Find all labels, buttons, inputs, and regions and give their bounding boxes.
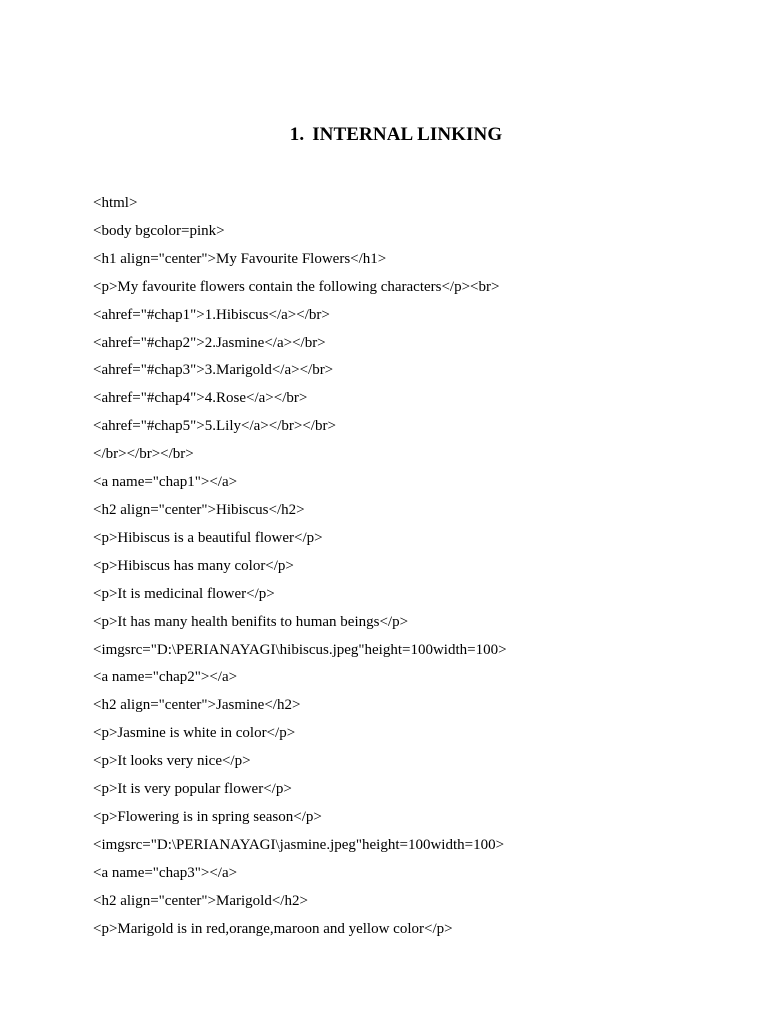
code-line: </br></br></br> (93, 446, 194, 463)
code-line: <h1 align="center">My Favourite Flowers</h1> (93, 250, 387, 267)
code-line: <ahref="#chap5">5.Lily</a></br></br> (93, 418, 336, 435)
code-line: <p>It is very popular flower</p> (93, 781, 292, 798)
code-line: <ahref="#chap1">1.Hibiscus</a></br> (93, 306, 330, 323)
code-line: <p>It is medicinal flower</p> (93, 585, 275, 602)
code-line: <a name="chap3"></a> (93, 864, 238, 881)
code-line: <p>It looks very nice</p> (93, 753, 251, 770)
code-line: <p>Hibiscus has many color</p> (93, 557, 294, 574)
code-line: <a name="chap2"></a> (93, 669, 238, 686)
section-heading (0, 124, 768, 146)
code-line: <p>Jasmine is white in color</p> (93, 725, 296, 742)
code-line: <p>It has many health benifits to human beings</p> (93, 613, 409, 630)
code-line: <h2 align="center">Hibiscus</h2> (93, 501, 305, 518)
code-line: <h2 align="center">Jasmine</h2> (93, 697, 301, 714)
code-line: <imgsrc="D:\PERIANAYAGI\hibiscus.jpeg"height=100width=100> (93, 641, 507, 658)
code-line: <a name="chap1"></a> (93, 474, 238, 491)
code-line: <p>Marigold is in red,orange,maroon and yellow color</p> (93, 920, 453, 937)
code-line: <ahref="#chap4">4.Rose</a></br> (93, 390, 308, 407)
code-line: <ahref="#chap3">3.Marigold</a></br> (93, 362, 334, 379)
code-line: <p>Flowering is in spring season</p> (93, 808, 322, 825)
code-line: <p>Hibiscus is a beautiful flower</p> (93, 529, 323, 546)
code-line: <body bgcolor=pink> (93, 222, 225, 239)
code-line: <h2 align="center">Marigold</h2> (93, 892, 308, 909)
code-line: <ahref="#chap2">2.Jasmine</a></br> (93, 334, 326, 351)
section-title: INTERNAL LINKING (312, 124, 503, 145)
code-line: <p>My favourite flowers contain the following characters</p><br> (93, 278, 500, 295)
code-line: <html> (93, 195, 138, 211)
code-line: <imgsrc="D:\PERIANAYAGI\jasmine.jpeg"height=100width=100> (93, 836, 505, 853)
code-listing (93, 190, 507, 943)
section-number: 1. (289, 124, 305, 145)
